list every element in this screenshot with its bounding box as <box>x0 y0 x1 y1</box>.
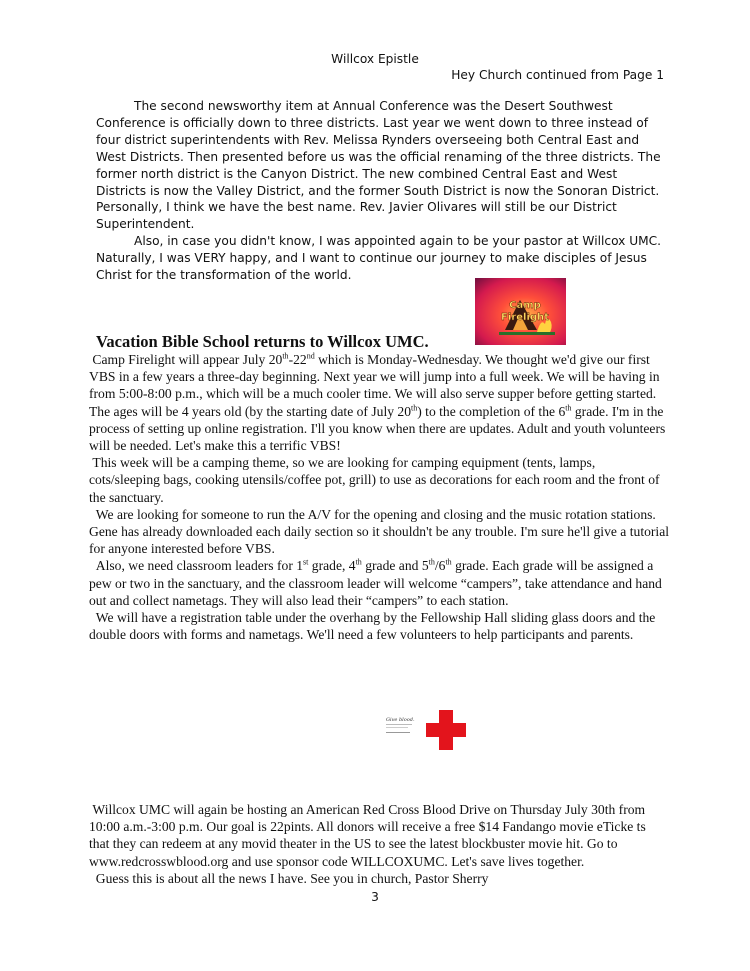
intro-paragraph-2: Also, in case you didn't know, I was appointed again to be your pastor at Willcox UMC. Naturally, I was VERY happy, and I want to continue our journey to make disciples of Jesus Christ for the transformation of the world. <box>96 234 662 283</box>
intro-section <box>96 98 666 284</box>
red-cross-icon <box>426 710 466 750</box>
closing-paragraph: Guess this is about all the news I have. See you in church, Pastor Sherry <box>95 870 489 886</box>
blood-drive-section <box>89 801 669 887</box>
camp-logo-line1: Camp <box>509 300 541 311</box>
page-number: 3 <box>371 890 379 904</box>
vbs-paragraph-4: Also, we need classroom leaders for 1st grade, 4th grade and 5th/6th grade. Each grade will be assigned a pew or two in the sanctuary, and the classroom leader will welcome “campers”, take attendance and hand out and collect nametags. They will also lead their “campers” to each station. <box>89 557 662 608</box>
camp-firelight-logo <box>475 278 566 345</box>
vbs-section <box>89 351 669 643</box>
blood-drive-paragraph: Willcox UMC will again be hosting an American Red Cross Blood Drive on Thursday July 30th from 10:00 a.m.-3:00 p.m. Our goal is 22pints. All donors will receive a free $14 Fandango movie eTicke ts that they can redeem at any movid theater in the US to see the latest blockbuster movie hit. Go to www.redcrosswblood.org and use sponsor code WILLCOXUMC. Let's save lives together. <box>89 802 646 869</box>
give-blood-text: Give blood. <box>386 717 415 723</box>
newsletter-title: Willcox Epistle <box>331 52 419 66</box>
vbs-paragraph-1: Camp Firelight will appear July 20th-22nd which is Monday-Wednesday. We thought we'd give our first VBS in a few years a three-day beginning. Next year we will jump into a full week. We will be having in from 5:00-8:00 p.m., which will be a much cooler time. We will also serve supper before getting started. The ages will be 4 years old (by the starting date of July 20th) to the completion of the 6th grade. I'm in the process of setting up online registration. I'll you know when there are updates. Adult and youth volunteers will be needed. Let's make this a terrific VBS! <box>89 351 666 454</box>
vbs-paragraph-5: We will have a registration table under the overhang by the Fellowship Hall sliding glass doors and the double doors with forms and nametags. We'll need a few volunteers to help participants and parents. <box>89 610 656 643</box>
vbs-heading: Vacation Bible School returns to Willcox UMC. <box>96 332 429 351</box>
camp-logo-line2: Firelight <box>501 312 549 323</box>
intro-paragraph-1: The second newsworthy item at Annual Conference was the Desert Southwest Conference is officially down to three districts. Last year we went down to three instead of four district superintendents with Rev. Melissa Rynders overseeing both Central East and West Districts. Then presented before us was the official renaming of the three districts. The former north district is the Canyon District. The new combined Central East and West Districts is now the Valley District, and the former South District is now the Sonoran District. Personally, I think we have the best name. Rev. Javier Olivares will still be our District Superintendent. <box>96 99 661 232</box>
vbs-paragraph-3: We are looking for someone to run the A/V for the opening and closing and the music rotation stations. Gene has already downloaded each daily section so it shouldn't be any trouble. I'm sure he'll give a tutorial for anyone interested before VBS. <box>89 506 670 557</box>
vbs-paragraph-2: This week will be a camping theme, so we are looking for camping equipment (tents, lamps, cots/sleeping bags, cooking utensils/coffee pot, grill) to use as decorations for each room and the front of the sanctuary. <box>89 455 660 505</box>
continued-note: Hey Church continued from Page 1 <box>451 68 664 82</box>
red-cross-give-blood-logo <box>384 707 476 753</box>
